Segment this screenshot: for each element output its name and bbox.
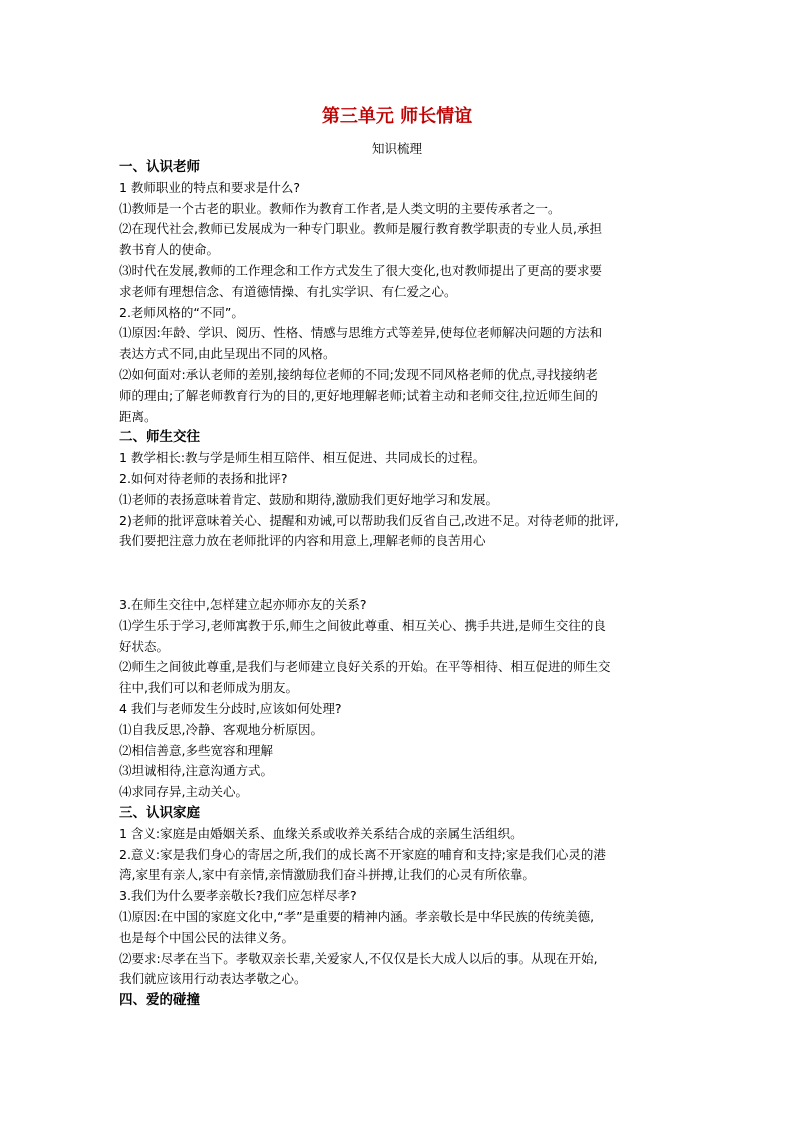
text-line: 2.意义:家是我们身心的寄居之所,我们的成长离不开家庭的哺育和支持;家是我们心灵的港: [119, 846, 606, 862]
text-line: ⑴教师是一个古老的职业。教师作为教育工作者,是人类文明的主要传承者之一。: [119, 200, 561, 216]
text-line: ⑴原因:年龄、学识、阅历、性格、情感与思维方式等差异,使每位老师解决问题的方法和: [119, 325, 603, 341]
text-line: ⑴原因:在中国的家庭文化中,“孝”是重要的精神内涵。孝亲敬长是中华民族的传统美德,: [119, 908, 595, 924]
text-line: ⑴学生乐于学习,老师寓教于乐,师生之间彼此尊重、相互关心、携手共进,是师生交往的良: [119, 617, 606, 633]
text-line: 表达方式不同,由此呈现出不同的风格。: [119, 346, 336, 362]
text-line: 2.老师风格的“不同”。: [119, 304, 244, 320]
text-line: ⑷求同存异,主动关心。: [119, 784, 248, 800]
text-line: 3.在师生交往中,怎样建立起亦师亦友的关系?: [119, 597, 367, 612]
text-line: 1 教师职业的特点和要求是什么?: [119, 179, 301, 195]
text-line: 湾,家里有亲人,家中有亲情,亲情激励我们奋斗拼搏,让我们的心灵有所依靠。: [119, 867, 535, 883]
text-line: 教书育人的使命。: [119, 242, 220, 258]
page-title: 第三单元 师长情谊: [321, 106, 473, 127]
text-line: 距离。: [119, 408, 157, 424]
text-line: 也是每个中国公民的法律义务。: [119, 929, 295, 945]
text-line: ⑵要求:尽孝在当下。孝敬双亲长辈,关爱家人,不仅仅是长大成人以后的事。从现在开始,: [119, 950, 598, 966]
text-line: 1 教学相长:教与学是师生相互陪伴、相互促进、共同成长的过程。: [119, 450, 486, 466]
content-block-1: [119, 157, 679, 552]
text-line: 我们就应该用行动表达孝敬之心。: [119, 971, 307, 987]
text-line: 好状态。: [119, 638, 170, 654]
text-line: ⑵如何面对:承认老师的差别,接纳每位老师的不同;发现不同风格老师的优点,寻找接纳老: [119, 366, 598, 382]
text-line: 3.我们为什么要孝亲敬长?我们应怎样尽孝?: [119, 888, 357, 904]
text-line: ⑵相信善意,多些宽容和理解: [119, 742, 273, 758]
section-heading: 三、认识家庭: [119, 804, 200, 821]
text-line: 2.如何对待老师的表扬和批评?: [119, 470, 288, 486]
text-line: 往中,我们可以和老师成为朋友。: [119, 680, 298, 696]
page-subtitle: 知识梳理: [371, 141, 422, 156]
text-line: 师的理由;了解老师教育行为的目的,更好地理解老师;试着主动和老师交往,拉近师生间的: [119, 387, 598, 403]
text-line: ⑴自我反思,冷静、客观地分析原因。: [119, 721, 323, 737]
section-heading: 一、认识老师: [119, 159, 200, 175]
text-line: ⑵师生之间彼此尊重,是我们与老师建立良好关系的开始。在平等相待、相互促进的师生交: [119, 659, 611, 675]
section-heading: 四、爱的碰撞: [119, 992, 200, 1009]
text-line: ⑶坦诚相待,注意沟通方式。: [119, 763, 273, 779]
text-line: 4 我们与老师发生分歧时,应该如何处理?: [119, 700, 342, 716]
content-block-2: [119, 595, 679, 1011]
text-line: ⑶时代在发展,教师的工作理念和工作方式发生了很大变化,也对教师提出了更高的要求要: [119, 262, 602, 278]
section-heading: 二、师生交往: [119, 429, 200, 446]
text-line: ⑴老师的表扬意味着肯定、鼓励和期待,激励我们更好地学习和发展。: [119, 491, 498, 507]
text-line: 我们要把注意力放在老师批评的内容和用意上,理解老师的良苦用心: [119, 533, 486, 549]
text-line: 1 含义:家庭是由婚姻关系、血缘关系或收养关系结合成的亲属生活组织。: [119, 825, 523, 841]
text-line: ⑵在现代社会,教师已发展成为一种专门职业。教师是履行教育教学职责的专业人员,承担: [119, 221, 602, 237]
text-line: 2)老师的批评意味着关心、提醒和劝诫,可以帮助我们反省自己,改进不足。对待老师的批评,: [119, 512, 619, 528]
text-line: 求老师有理想信念、有道德情操、有扎实学识、有仁爱之心。: [119, 283, 457, 299]
